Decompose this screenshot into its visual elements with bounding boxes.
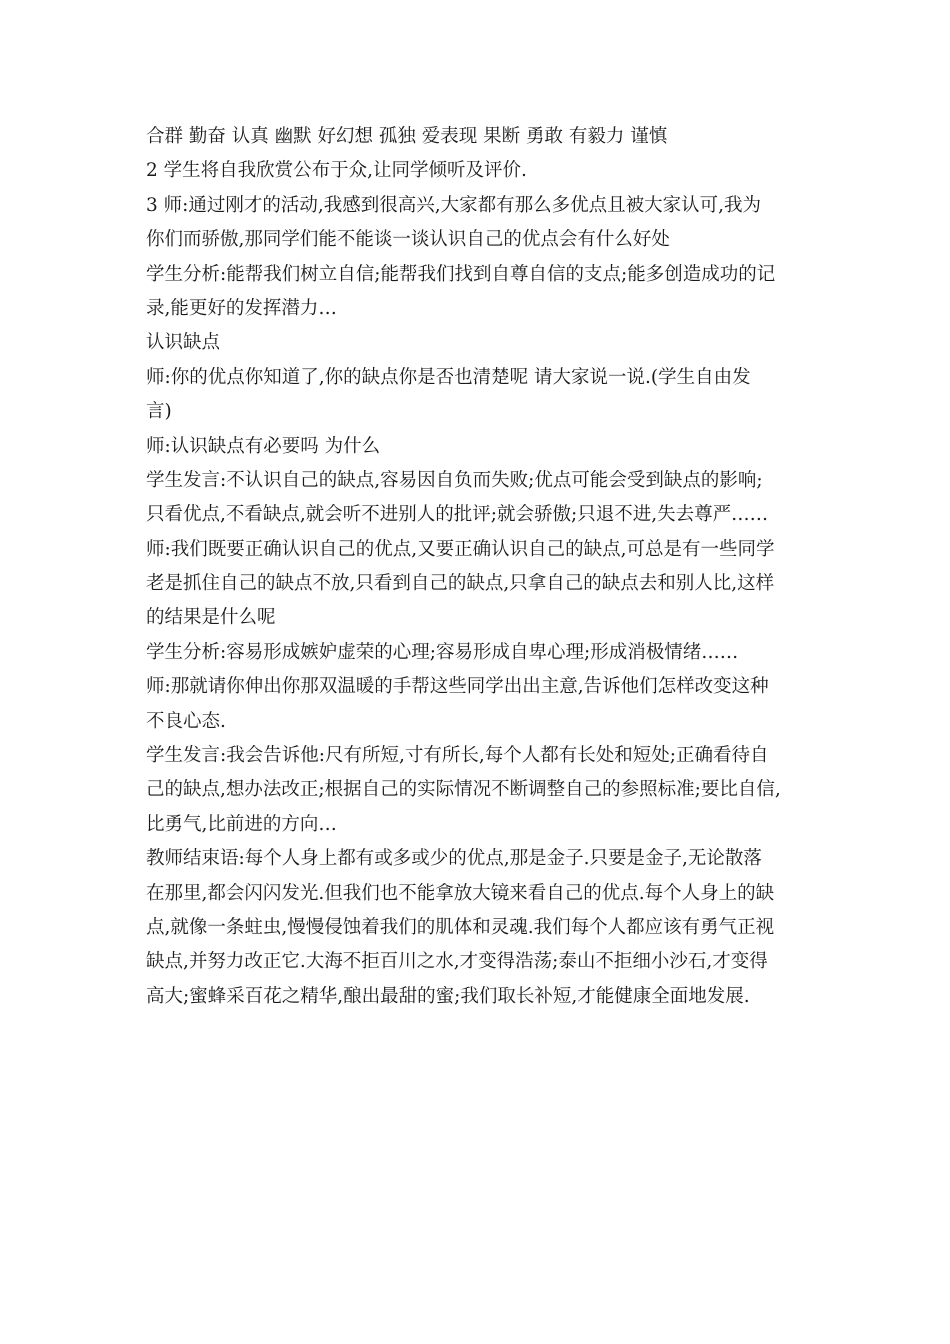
text-line: 高大;蜜蜂采百花之精华,酿出最甜的蜜;我们取长补短,才能健康全面地发展.: [146, 985, 750, 1007]
text-line: 言): [146, 401, 172, 423]
text-line: 学生发言:我会告诉他:尺有所短,寸有所长,每个人都有长处和短处;正确看待自: [146, 745, 769, 767]
text-line: 2 学生将自我欣赏公布于众,让同学倾听及评价.: [146, 160, 527, 182]
text-line: 学生发言:不认识自己的缺点,容易因自负而失败;优点可能会受到缺点的影响;: [146, 469, 763, 491]
text-line: 你们而骄傲,那同学们能不能谈一谈认识自己的优点会有什么好处: [146, 229, 670, 251]
section-heading: 认识缺点: [146, 332, 221, 354]
text-line: 师:我们既要正确认识自己的优点,又要正确认识自己的缺点,可总是有一些同学: [146, 538, 775, 560]
text-line: 只看优点,不看缺点,就会听不进别人的批评;就会骄傲;只退不进,失去尊严……: [146, 504, 769, 526]
text-line: 己的缺点,想办法改正;根据自己的实际情况不断调整自己的参照标准;要比自信,: [146, 779, 781, 801]
text-line: 在那里,都会闪闪发光.但我们也不能拿放大镜来看自己的优点.每个人身上的缺: [146, 882, 775, 904]
text-line: 学生分析:能帮我们树立自信;能帮我们找到自尊自信的支点;能多创造成功的记: [146, 263, 776, 285]
text-line: 缺点,并努力改正它.大海不拒百川之水,才变得浩荡;泰山不拒细小沙石,才变得: [146, 951, 768, 973]
text-line: 的结果是什么呢: [146, 607, 276, 629]
text-line: 合群 勤奋 认真 幽默 好幻想 孤独 爱表现 果断 勇敢 有毅力 谨慎: [146, 126, 668, 147]
text-line: 师:你的优点你知道了,你的缺点你是否也清楚呢 请大家说一说.(学生自由发: [146, 366, 751, 388]
text-line: 点,就像一条蛀虫,慢慢侵蚀着我们的肌体和灵魂.我们每个人都应该有勇气正视: [146, 916, 775, 938]
text-line: 比勇气,比前进的方向…: [146, 813, 337, 835]
text-line: 老是抓住自己的缺点不放,只看到自己的缺点,只拿自己的缺点去和别人比,这样: [146, 573, 775, 595]
text-line: 师:那就请你伸出你那双温暖的手帮这些同学出出主意,告诉他们怎样改变这种: [146, 676, 769, 698]
text-line: 师:认识缺点有必要吗 为什么: [146, 435, 381, 457]
text-line: 不良心态.: [146, 710, 226, 732]
text-line: 教师结束语:每个人身上都有或多或少的优点,那是金子.只要是金子,无论散落: [146, 848, 762, 870]
document-body: [146, 120, 816, 1014]
text-line: 学生分析:容易形成嫉妒虚荣的心理;容易形成自卑心理;形成消极情绪……: [146, 641, 739, 663]
text-line: 3 师:通过刚才的活动,我感到很高兴,大家都有那么多优点且被大家认可,我为: [146, 194, 762, 216]
text-line: 录,能更好的发挥潜力…: [146, 297, 337, 319]
